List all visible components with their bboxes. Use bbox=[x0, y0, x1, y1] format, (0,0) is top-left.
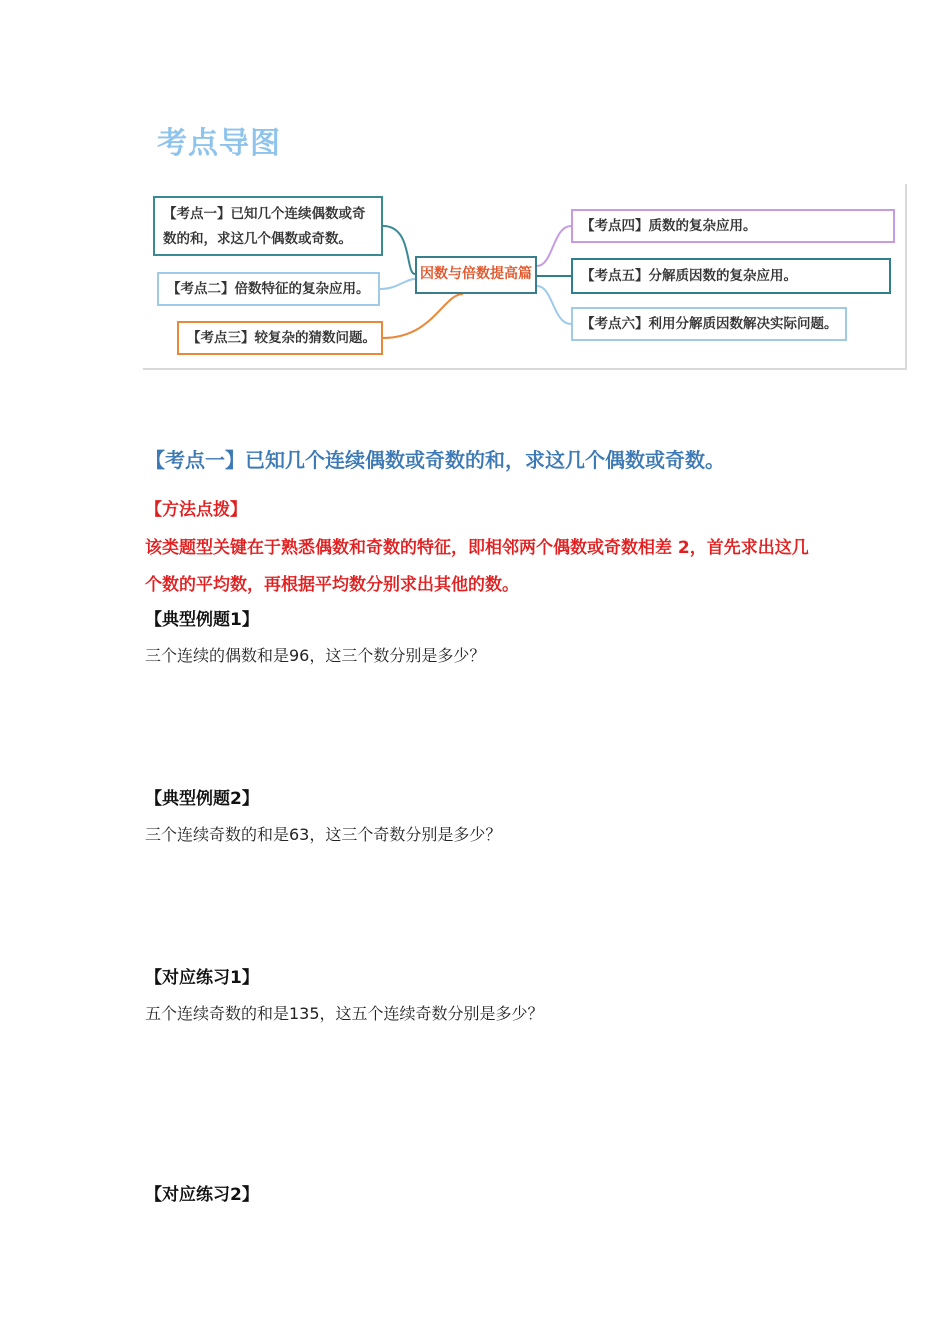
method-text: 该类题型关键在于熟悉偶数和奇数的特征，即相邻两个偶数或奇数相差 2，首先求出这几个数的平均数，再根据平均数分别求出其他的数。 bbox=[145, 538, 809, 595]
mind-map bbox=[143, 184, 907, 370]
connector-6 bbox=[537, 286, 571, 324]
example-1-label: 【典型例题1】 bbox=[145, 610, 259, 630]
connector-4 bbox=[537, 226, 571, 266]
connector-3 bbox=[383, 294, 463, 338]
practice-2-label: 【对应练习2】 bbox=[145, 1185, 259, 1205]
method-title: 【方法点拨】 bbox=[145, 500, 247, 520]
example-2-label: 【典型例题2】 bbox=[145, 789, 259, 809]
connector-2 bbox=[380, 279, 415, 289]
topic-node-1-line2: 数的和，求这几个偶数或奇数。 bbox=[163, 231, 352, 247]
example-1-question: 三个连续的偶数和是96，这三个数分别是多少？ bbox=[145, 646, 486, 665]
topic-node-1-line1: 【考点一】已知几个连续偶数或奇 bbox=[163, 206, 366, 222]
topic-node-2: 【考点二】倍数特征的复杂应用。 bbox=[157, 272, 380, 306]
topic-node-6: 【考点六】利用分解质因数解决实际问题。 bbox=[571, 307, 847, 341]
practice-1-label: 【对应练习1】 bbox=[145, 968, 259, 988]
connector-1 bbox=[383, 226, 415, 274]
topic-node-3: 【考点三】较复杂的猜数问题。 bbox=[177, 321, 383, 355]
mind-map-center: 因数与倍数提高篇 bbox=[415, 256, 537, 294]
topic-node-1 bbox=[153, 196, 383, 256]
practice-1-question: 五个连续奇数的和是135，这五个连续奇数分别是多少？ bbox=[145, 1004, 544, 1023]
section-heading: 【考点一】已知几个连续偶数或奇数的和，求这几个偶数或奇数。 bbox=[145, 448, 725, 472]
example-2-question: 三个连续奇数的和是63，这三个奇数分别是多少？ bbox=[145, 825, 502, 844]
topic-node-4: 【考点四】质数的复杂应用。 bbox=[571, 209, 895, 243]
topic-node-5: 【考点五】分解质因数的复杂应用。 bbox=[571, 258, 891, 294]
page-title: 考点导图 bbox=[157, 126, 281, 161]
